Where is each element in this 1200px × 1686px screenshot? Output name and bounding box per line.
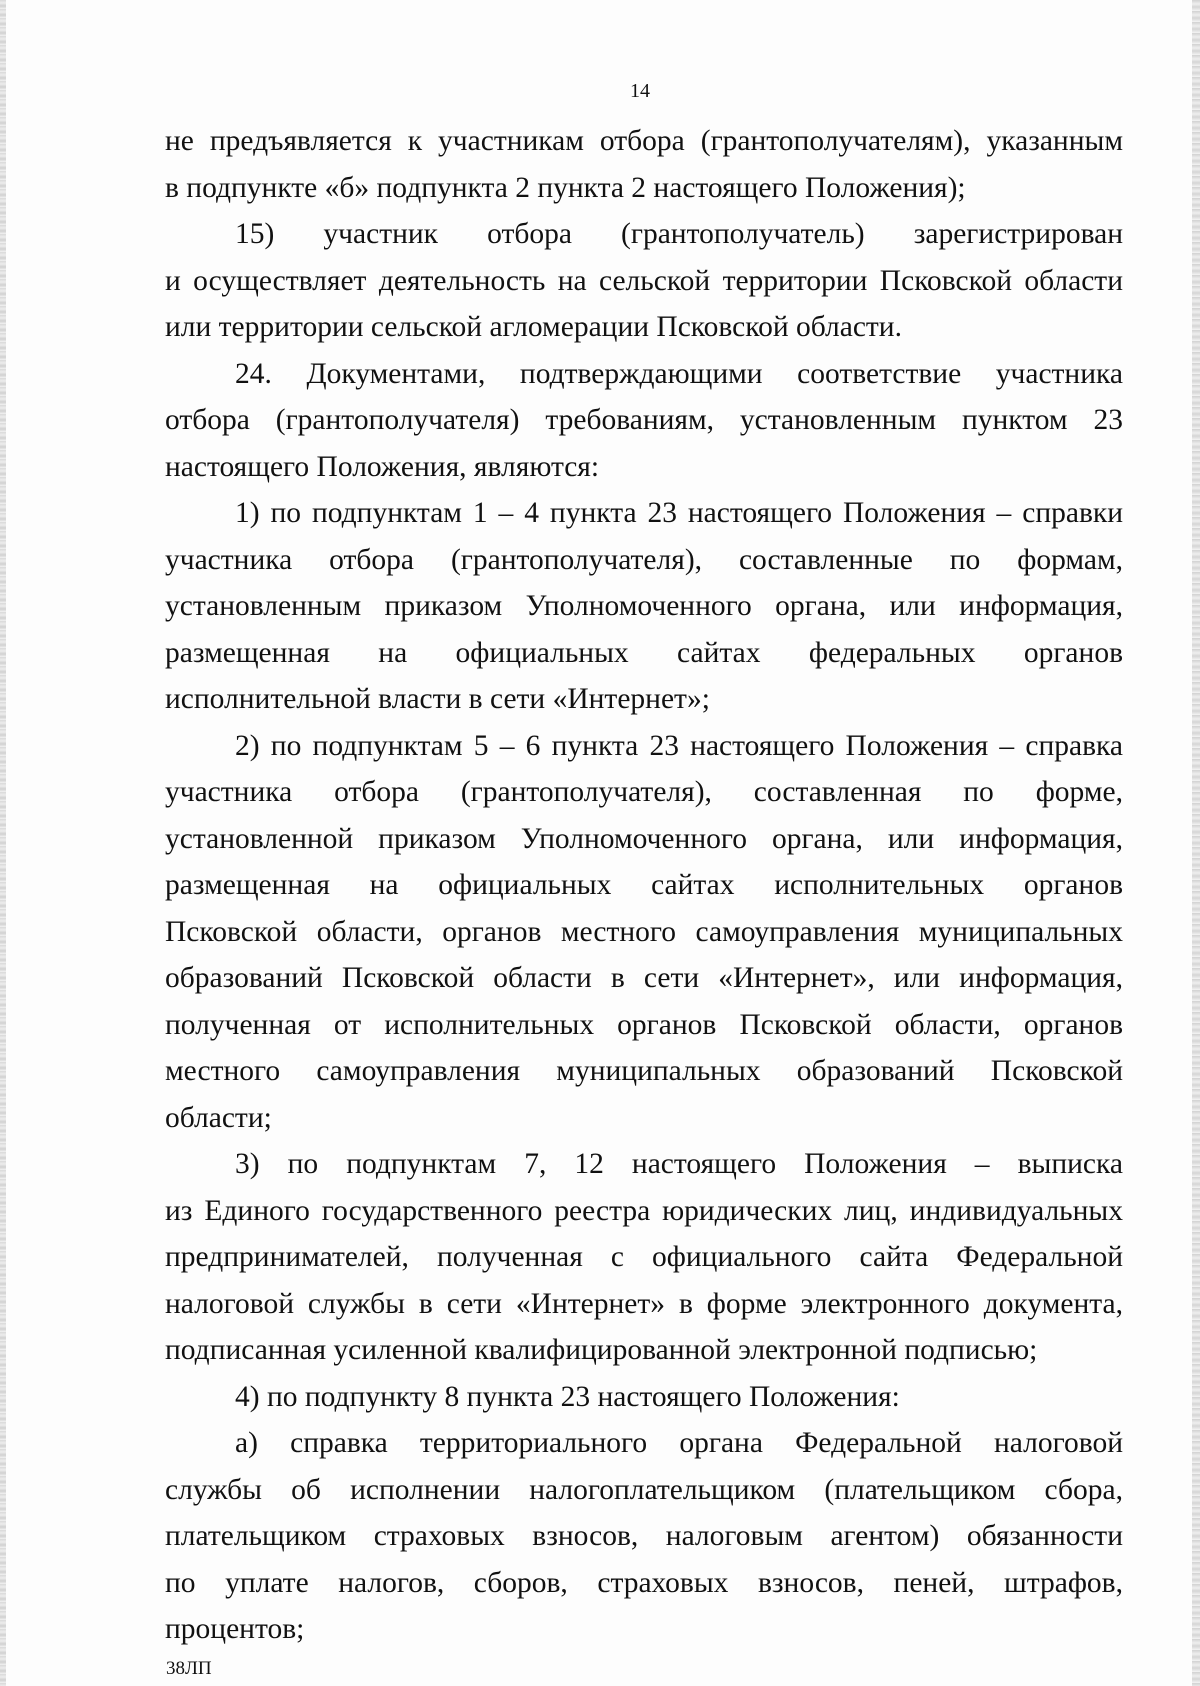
text-line: а) справка территориального органа Федеральной налоговой: [235, 1427, 1123, 1459]
text-line: не предъявляется к участникам отбора (грантополучателям), указанным: [165, 125, 1123, 157]
text-line: Псковской области, органов местного самоуправления муниципальных: [165, 915, 1123, 948]
text-line: размещенная на официальных сайтах исполнительных органов: [165, 869, 1123, 901]
text-line: полученная от исполнительных органов Псковской области, органов: [165, 1008, 1123, 1041]
text-line: образований Псковской области в сети «Интернет», или информация,: [165, 962, 1123, 994]
page-number: 14: [630, 80, 650, 102]
text-line: отбора (грантополучателя) требованиям, установленным пунктом 23: [165, 404, 1123, 436]
text-line: подписанная усиленной квалифицированной электронной подписью;: [165, 1334, 1038, 1366]
scan-edge-left: [0, 0, 6, 1686]
text-line: установленным приказом Уполномоченного органа, или информация,: [165, 590, 1123, 622]
text-line: предпринимателей, полученная с официального сайта Федеральной: [165, 1241, 1123, 1273]
text-line: плательщиком страховых взносов, налоговым агентом) обязанности: [165, 1520, 1123, 1552]
text-line: местного самоуправления муниципальных образований Псковской: [165, 1055, 1123, 1087]
text-line: 3) по подпунктам 7, 12 настоящего Положения – выписка: [235, 1148, 1123, 1180]
text-line: размещенная на официальных сайтах федеральных органов: [165, 636, 1123, 669]
scan-edge-right: [1192, 0, 1200, 1686]
text-line: установленной приказом Уполномоченного органа, или информация,: [165, 822, 1123, 855]
text-line: и осуществляет деятельность на сельской территории Псковской области: [165, 264, 1123, 297]
text-line: 2) по подпунктам 5 – 6 пункта 23 настоящего Положения – справка: [235, 729, 1123, 762]
text-line: 4) по подпункту 8 пункта 23 настоящего Положения:: [235, 1380, 900, 1413]
document-body: [165, 118, 1123, 1653]
text-line: 24. Документами, подтверждающими соответствие участника: [235, 357, 1123, 390]
text-line: исполнительной власти в сети «Интернет»;: [165, 683, 710, 715]
text-line: или территории сельской агломерации Псковской области.: [165, 311, 902, 343]
text-line: из Единого государственного реестра юридических лиц, индивидуальных: [165, 1194, 1123, 1227]
text-line: настоящего Положения, являются:: [165, 450, 600, 483]
text-line: процентов;: [165, 1613, 305, 1645]
text-line: налоговой службы в сети «Интернет» в форме электронного документа,: [165, 1287, 1123, 1320]
text-line: области;: [165, 1101, 272, 1134]
text-line: участника отбора (грантополучателя), составленные по формам,: [165, 543, 1123, 576]
text-line: службы об исполнении налогоплательщиком (плательщиком сбора,: [165, 1473, 1123, 1506]
footer-document-code: 38ЛП: [166, 1658, 212, 1679]
text-line: по уплате налогов, сборов, страховых взносов, пеней, штрафов,: [165, 1566, 1123, 1599]
text-line: 1) по подпунктам 1 – 4 пункта 23 настоящего Положения – справки: [235, 497, 1123, 529]
text-line: в подпункте «б» подпункта 2 пункта 2 настоящего Положения);: [165, 171, 966, 204]
text-line: участника отбора (грантополучателя), составленная по форме,: [165, 776, 1123, 808]
text-line: 15) участник отбора (грантополучатель) зарегистрирован: [235, 218, 1123, 250]
